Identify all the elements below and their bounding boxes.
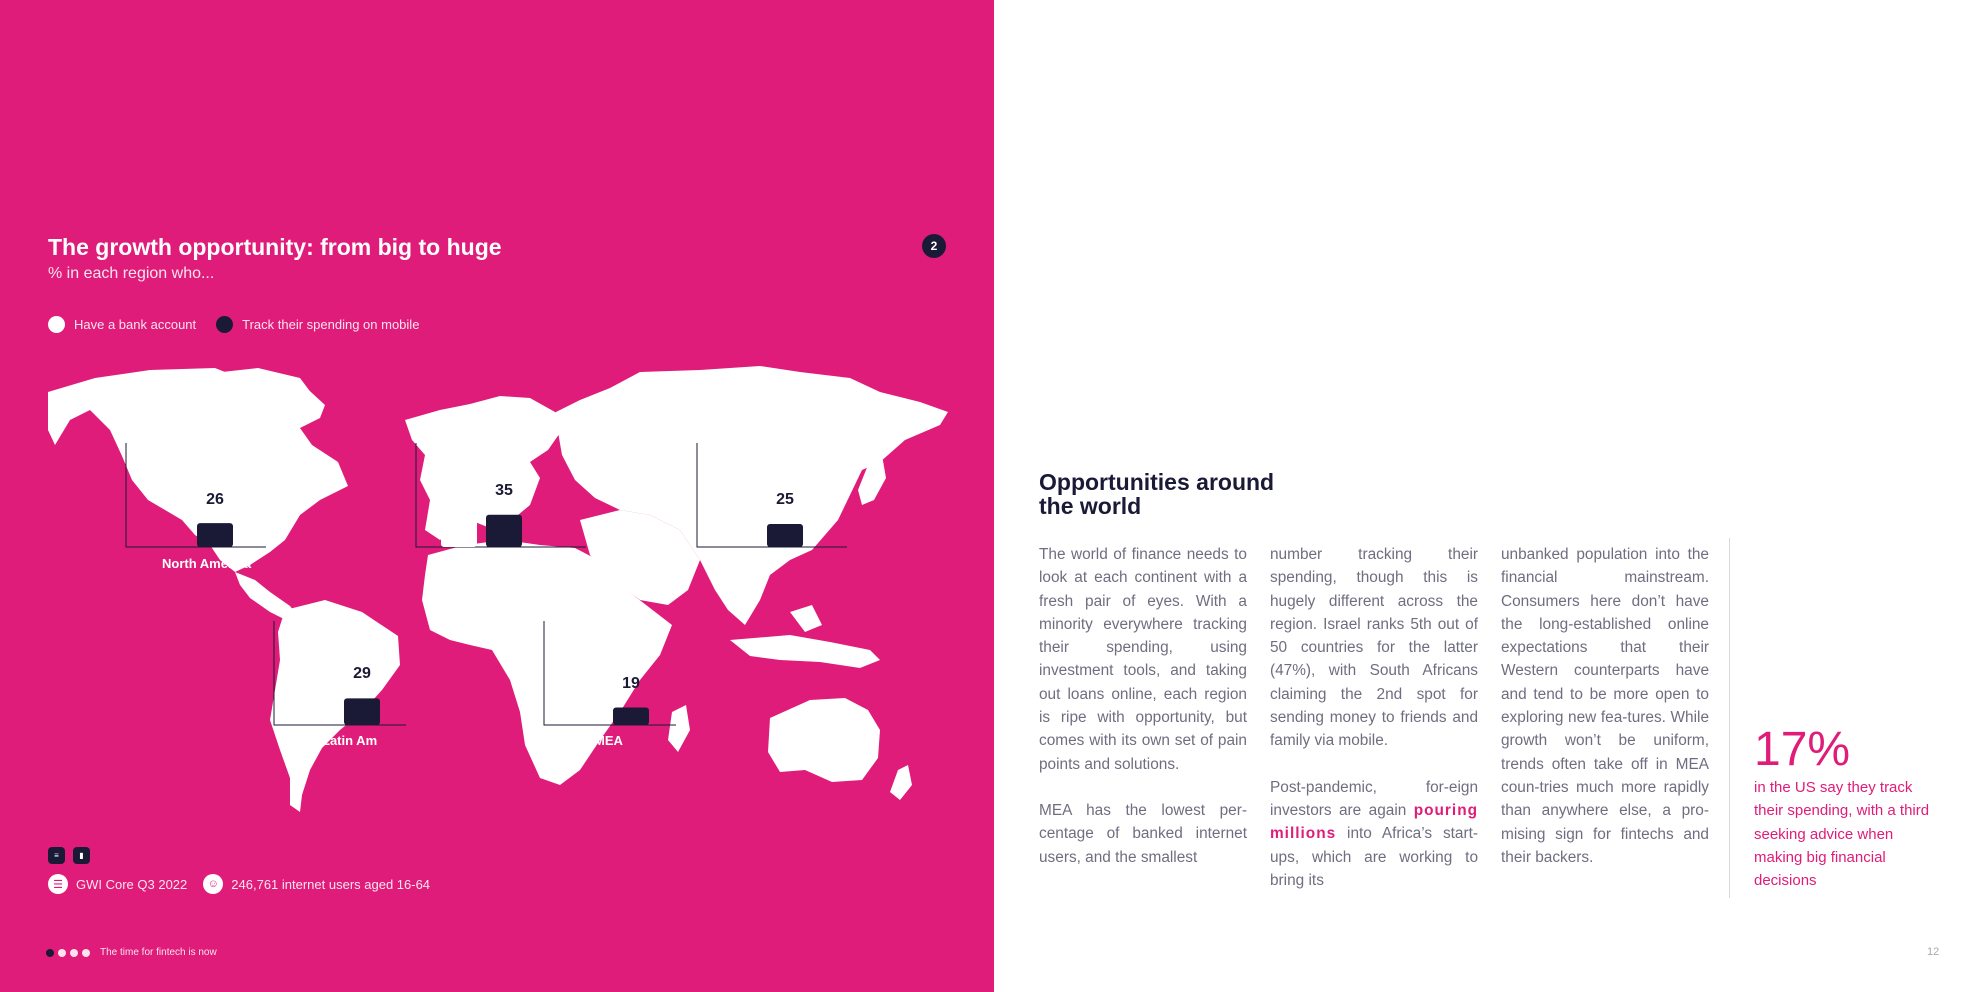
- value-label-eu-bank: 86: [450, 428, 468, 445]
- progress-dot: [70, 949, 78, 957]
- article-heading: Opportunities around the world: [1039, 469, 1275, 519]
- paragraph: unbanked population into the financial mainstream. Consumers here don’t have the long-established online expectations that their Western counterparts have and tend to be more open to exploring new fea-tures. While growth won’t be uniform, trends often take off in MEA coun-tries much more rapidly than anywhere else, a pro-mising sign for fintechs and their backers.: [1501, 546, 1709, 866]
- progress-dot: [58, 949, 66, 957]
- footer: [46, 947, 217, 958]
- legend-label-bank: Have a bank account: [74, 317, 197, 332]
- paragraph-text: Post-pandemic, for-eign investors are again: [1270, 778, 1478, 819]
- column-divider: [1729, 538, 1730, 898]
- chart-number-badge: 2: [922, 234, 946, 258]
- value-label-latam-track: 29: [353, 665, 371, 682]
- value-label-eu-track: 35: [495, 482, 513, 499]
- source-sample-text: 246,761 internet users aged 16-64: [231, 876, 431, 892]
- page-number: 12: [1927, 946, 1940, 958]
- progress-dot: [82, 949, 90, 957]
- stat-value: 17%: [1754, 723, 1851, 776]
- footer-title: The time for fintech is now: [100, 947, 217, 958]
- bar-track-apac: [767, 524, 803, 547]
- value-label-na-track: 26: [206, 491, 224, 508]
- legend-label-track: Track their spending on mobile: [242, 317, 420, 332]
- bar-bank-europe: [441, 468, 477, 547]
- article-panel: [994, 0, 1984, 992]
- paragraph: MEA has the lowest per-centage of banked internet users, and the smallest: [1039, 801, 1247, 866]
- article-column-2: [1270, 543, 1478, 915]
- article-column-1: [1039, 543, 1247, 915]
- value-label-mea-track: 19: [622, 675, 640, 692]
- stat-text: in the US say they track their spending, with a third seeking advice when making big financial decisions: [1754, 779, 1930, 890]
- bar-track-mea: [613, 708, 649, 725]
- world-map: [48, 366, 948, 812]
- bar-track-north-america: [197, 523, 233, 547]
- article-columns: [1039, 543, 1709, 915]
- chart-icon: ▮: [73, 847, 90, 864]
- paragraph: [1270, 776, 1478, 892]
- region-label-latam: Latin Am: [322, 733, 378, 748]
- chart-source: [48, 874, 446, 894]
- value-label-apac-track: 25: [776, 491, 794, 508]
- stat-callout: [1754, 724, 1944, 892]
- section-progress-dots: [46, 949, 90, 957]
- database-icon: ☰: [48, 874, 68, 894]
- region-label-na: North America: [162, 556, 252, 571]
- source-sample: [203, 874, 430, 894]
- info-icon: ≡: [48, 847, 65, 864]
- chart-subtitle: % in each region who...: [48, 265, 215, 282]
- users-icon: ☺: [203, 874, 223, 894]
- paragraph-text: into Africa’s start-ups, which are working to bring its: [1270, 825, 1478, 889]
- highlight-link[interactable]: pouring millions: [1270, 801, 1478, 843]
- article-column-3: [1501, 543, 1709, 915]
- source-dataset-text: GWI Core Q3 2022: [76, 876, 188, 892]
- source-dataset: [48, 874, 187, 894]
- progress-dot: [46, 949, 54, 957]
- source-icons: [48, 847, 90, 864]
- paragraph: number tracking their spending, though this is hugely different across the region. Israel ranks 5th out of 50 countries for the latter (47%), with South Africans claiming the 2nd spot for sending money to friends and family via mobile.: [1270, 546, 1478, 750]
- bar-track-europe: [486, 515, 522, 547]
- bar-track-latin-america: [344, 698, 380, 725]
- chart-title: The growth opportunity: from big to huge: [48, 234, 502, 260]
- region-label-mea: MEA: [594, 733, 623, 748]
- paragraph: The world of finance needs to look at each continent with a fresh pair of eyes. With a minority everywhere tracking their spending, using investment tools, and taking out loans online, each region is ripe with opportunity, but comes with its own set of pain points and solutions.: [1039, 546, 1247, 773]
